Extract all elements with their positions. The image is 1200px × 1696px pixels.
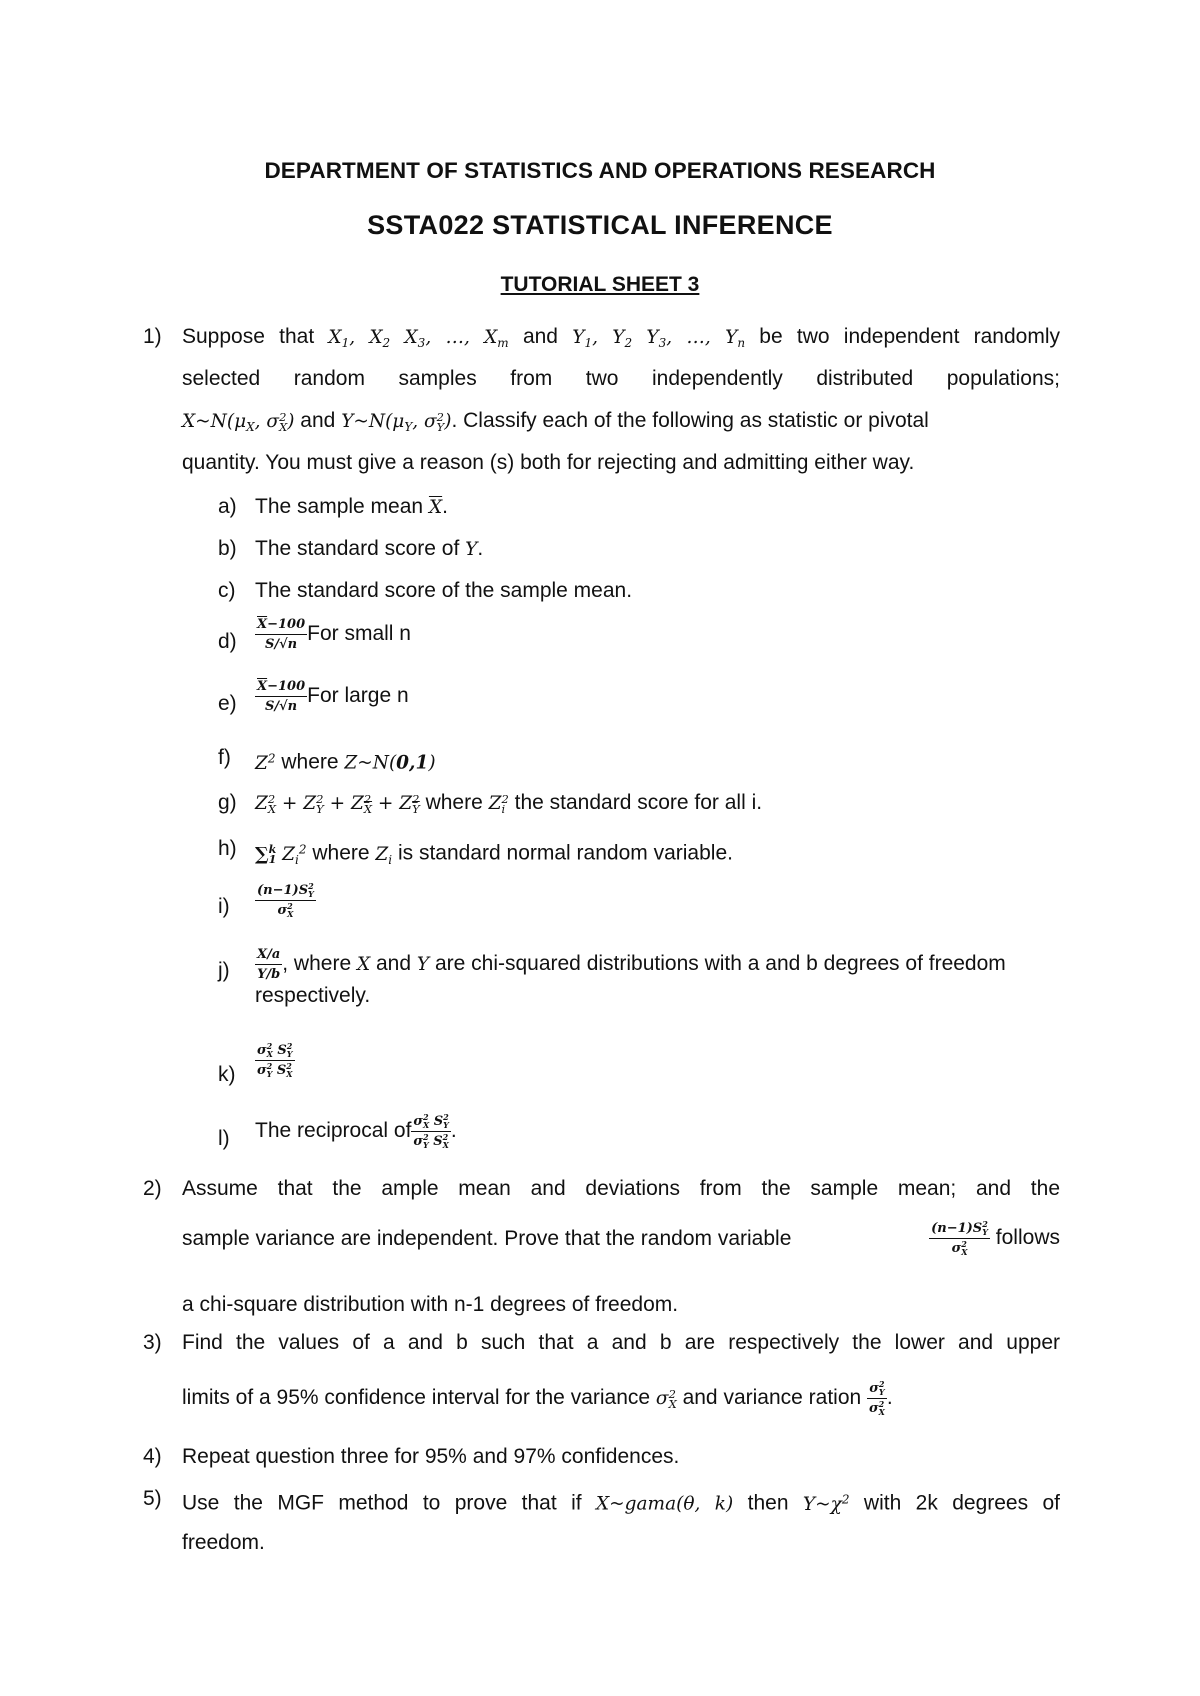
question-2-line-3: a chi-square distribution with n-1 degrees of freedom. [182, 1293, 679, 1316]
question-1-line-2: selected random samples from two independently distributed populations; [182, 367, 1060, 390]
item-d-text: $\frac{\overline{X}-100}{S/√n}$ For small n [257, 617, 411, 652]
question-3-number: 3) [143, 1331, 162, 1354]
question-4-number: 4) [143, 1445, 162, 1468]
fraction-k: σ 2 X S 2 Y σ 2 Y S 2 X [257, 1041, 293, 1079]
question-2-line-2: sample variance are independent. Prove that the random variable (n−1)S 2 Y σ 2 X follows [182, 1219, 1060, 1257]
item-l-text: The reciprocal of σ 2 X S 2 Y σ 2 Y S 2 X . [255, 1112, 457, 1150]
question-5-line-1: Use the MGF method to prove that if X~gama(θ, k) then $Y\sim\chi^2$ with 2k degrees of [182, 1491, 1061, 1515]
item-a-text: The sample mean $\overline{X}$. [255, 495, 448, 518]
question-5-line-2: freedom. [182, 1531, 265, 1554]
item-a-label: a) [218, 495, 237, 518]
item-b-text: The standard score of Y. [255, 537, 484, 560]
fraction-d: $\frac{\overline{X}-100}{S/√n}$ [257, 617, 306, 652]
item-e-label: e) [218, 692, 237, 715]
item-k-text [255, 1042, 295, 1079]
item-l-label: l) [218, 1127, 230, 1150]
item-h-label: h) [218, 837, 237, 860]
question-3-line-2: limits of a 95% confidence interval for the variance σ 2 X and variance ration σ 2 Y σ 2 X . [182, 1379, 893, 1417]
item-j-line-1: $\frac{X/a}{Y/b}$ , where X and Y are chi-squared distributions with a and b degrees of freedom respectively. [255, 947, 1006, 1007]
item-h-text: ∑ k 1 $Z_i^2$ where $Z_i$ is standard normal random variable. [255, 841, 733, 867]
question-3-line-1: Find the values of a and b such that a and b are respectively the lower and upper [182, 1331, 1060, 1354]
question-1-line-3: $X\sim N(\mu_X$, σ 2 X ) and $Y\sim N(\mu_Y$, σ 2 Y ). Classify each of the following as statistic or pivotal [182, 409, 929, 435]
question-2-number: 2) [143, 1177, 162, 1200]
fraction-i: (n−1)S 2 Y σ 2 X [257, 881, 314, 919]
sheet-title: TUTORIAL SHEET 3 [500, 273, 700, 296]
department-heading: DEPARTMENT OF STATISTICS AND OPERATIONS RESEARCH [264, 158, 936, 183]
item-e-text: $\frac{\overline{X}-100}{S/√n}$ For large n [257, 679, 409, 714]
course-title: SSTA022 STATISTICAL INFERENCE [367, 210, 833, 240]
question-2-line-1: Assume that the ample mean and deviations from the sample mean; and the [182, 1177, 1060, 1200]
fraction-e: $\frac{\overline{X}-100}{S/√n}$ [257, 679, 306, 714]
fraction-l: σ 2 X S 2 Y σ 2 Y S 2 X [413, 1112, 449, 1150]
question-4-text: Repeat question three for 95% and 97% confidences. [182, 1445, 680, 1468]
fraction-j: $\frac{X/a}{Y/b}$ [257, 947, 281, 982]
item-g-label: g) [218, 791, 237, 814]
item-d-label: d) [218, 630, 237, 653]
question-1-line-1: Suppose that $X_1$, $X_2$ $X_3$, …, $X_m$ and $Y_1$, $Y_2$ $Y_3$, …, $Y_n$ be two independent randomly [182, 325, 1060, 351]
question-5-number: 5) [143, 1487, 162, 1510]
item-f-text: $Z^2$ where Z~N(0,1) [255, 750, 436, 774]
item-g-text: Z 2 X + Z 2 Y + Z $\frac{2}{X}$ + Z $\frac{2}{Y}$ where Z 2 i the standard score for all i. [255, 791, 763, 816]
item-j-label: j) [218, 959, 230, 982]
item-f-label: f) [218, 746, 231, 769]
question-1-line-4: quantity. You must give a reason (s) both for rejecting and admitting either way. [182, 451, 915, 474]
item-c-text: The standard score of the sample mean. [255, 579, 633, 602]
item-c-label: c) [218, 579, 236, 602]
item-i-text [255, 882, 316, 919]
item-b-label: b) [218, 537, 237, 560]
fraction-q3: σ 2 Y σ 2 X [869, 1379, 885, 1417]
question-1-number: 1) [143, 325, 162, 348]
item-k-label: k) [218, 1063, 236, 1086]
item-i-label: i) [218, 895, 230, 918]
fraction-q2: (n−1)S 2 Y σ 2 X [931, 1219, 988, 1257]
